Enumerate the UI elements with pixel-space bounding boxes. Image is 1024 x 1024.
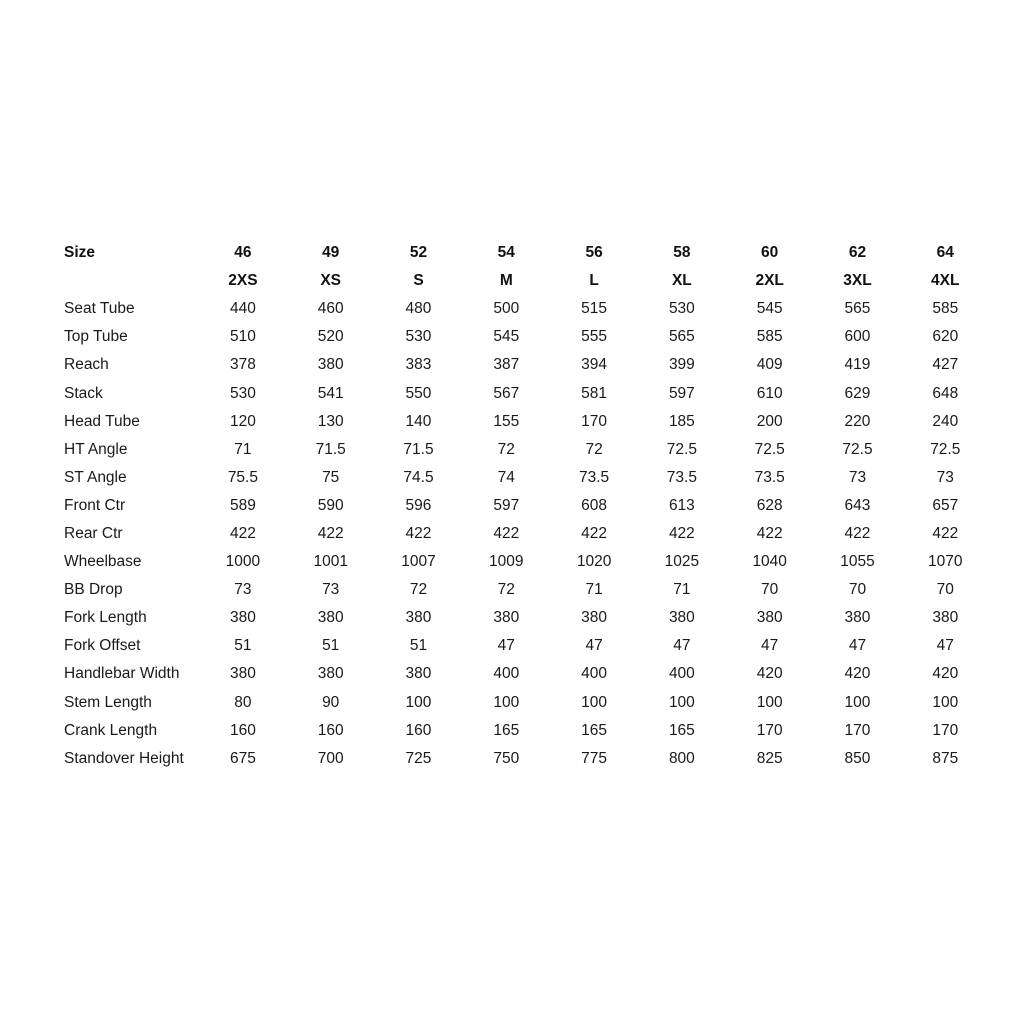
table-cell: 70 bbox=[936, 581, 954, 599]
table-cell: 520 bbox=[317, 328, 344, 346]
row-label: ST Angle bbox=[64, 468, 127, 486]
table-cell: 589 bbox=[229, 496, 256, 514]
table-cell: 47 bbox=[497, 637, 515, 655]
table-cell: 775 bbox=[581, 749, 608, 767]
table-row bbox=[64, 351, 989, 379]
table-cell: 400 bbox=[581, 665, 608, 683]
table-cell: 170 bbox=[756, 721, 783, 739]
row-label: Reach bbox=[64, 356, 109, 374]
table-cell: 140 bbox=[405, 412, 432, 430]
table-cell: 71 bbox=[673, 581, 691, 599]
table-cell: 73 bbox=[936, 468, 954, 486]
table-cell: 75 bbox=[322, 468, 340, 486]
table-cell: 100 bbox=[932, 693, 959, 711]
table-cell: 100 bbox=[756, 693, 783, 711]
size-header-label bbox=[64, 267, 199, 295]
table-cell: 610 bbox=[756, 384, 783, 402]
geometry-table-body bbox=[64, 239, 989, 773]
table-cell: 71.5 bbox=[403, 440, 434, 458]
table-cell: 422 bbox=[668, 524, 695, 542]
size-number-row bbox=[64, 239, 989, 267]
table-cell: 460 bbox=[317, 300, 344, 318]
table-cell: 165 bbox=[493, 721, 520, 739]
table-cell: 165 bbox=[581, 721, 608, 739]
table-cell: 657 bbox=[932, 496, 959, 514]
table-cell: 120 bbox=[229, 412, 256, 430]
table-cell: 725 bbox=[405, 749, 432, 767]
table-cell: 545 bbox=[756, 300, 783, 318]
size-header-cell: 52 bbox=[409, 244, 428, 262]
table-cell: 500 bbox=[493, 300, 520, 318]
table-cell: 72.5 bbox=[842, 440, 873, 458]
table-row bbox=[64, 323, 989, 351]
size-header-cell: 54 bbox=[497, 244, 515, 262]
table-row bbox=[64, 576, 989, 604]
table-cell: 73 bbox=[234, 581, 252, 599]
table-cell: 170 bbox=[844, 721, 871, 739]
table-cell: 597 bbox=[493, 496, 520, 514]
table-cell: 71.5 bbox=[315, 440, 346, 458]
table-cell: 160 bbox=[229, 721, 256, 739]
table-cell: 47 bbox=[761, 637, 779, 655]
table-cell: 387 bbox=[493, 356, 520, 374]
table-cell: 440 bbox=[229, 300, 256, 318]
table-cell: 240 bbox=[932, 412, 959, 430]
row-label: Crank Length bbox=[64, 721, 158, 739]
size-header-cell: 49 bbox=[322, 244, 340, 262]
row-label: Stem Length bbox=[64, 693, 152, 711]
table-cell: 1055 bbox=[840, 553, 875, 571]
table-cell: 51 bbox=[234, 637, 252, 655]
table-cell: 427 bbox=[932, 356, 959, 374]
table-cell: 825 bbox=[756, 749, 783, 767]
table-cell: 380 bbox=[317, 356, 344, 374]
size-header-cell: 2XS bbox=[228, 272, 258, 290]
table-row bbox=[64, 604, 989, 632]
table-cell: 383 bbox=[405, 356, 432, 374]
table-cell: 545 bbox=[493, 328, 520, 346]
table-cell: 565 bbox=[844, 300, 871, 318]
table-cell: 422 bbox=[317, 524, 344, 542]
row-label: Fork Length bbox=[64, 609, 147, 627]
table-cell: 220 bbox=[844, 412, 871, 430]
table-cell: 47 bbox=[673, 637, 691, 655]
size-header-cell: 46 bbox=[234, 244, 252, 262]
table-cell: 400 bbox=[668, 665, 695, 683]
table-cell: 73.5 bbox=[666, 468, 697, 486]
table-cell: 1007 bbox=[401, 553, 436, 571]
table-cell: 850 bbox=[844, 749, 871, 767]
table-cell: 380 bbox=[405, 665, 432, 683]
table-cell: 1000 bbox=[225, 553, 261, 571]
table-row bbox=[64, 745, 989, 773]
table-cell: 380 bbox=[229, 665, 256, 683]
table-cell: 70 bbox=[848, 581, 867, 599]
size-header-cell: 58 bbox=[673, 244, 691, 262]
table-cell: 73 bbox=[848, 468, 867, 486]
table-cell: 80 bbox=[234, 693, 252, 711]
row-label: BB Drop bbox=[64, 581, 123, 599]
table-cell: 160 bbox=[405, 721, 432, 739]
table-row bbox=[64, 436, 989, 464]
table-cell: 643 bbox=[844, 496, 871, 514]
table-cell: 51 bbox=[322, 637, 340, 655]
size-header-label: Size bbox=[64, 244, 96, 262]
table-row bbox=[64, 689, 989, 717]
size-header-cell: XS bbox=[320, 272, 342, 290]
table-cell: 380 bbox=[756, 609, 783, 627]
table-cell: 73 bbox=[322, 581, 340, 599]
table-row bbox=[64, 379, 989, 407]
table-cell: 875 bbox=[932, 749, 959, 767]
table-cell: 1001 bbox=[313, 553, 348, 571]
table-cell: 422 bbox=[581, 524, 608, 542]
row-label: Top Tube bbox=[64, 328, 128, 346]
table-cell: 75.5 bbox=[227, 468, 258, 486]
table-cell: 550 bbox=[405, 384, 432, 402]
size-header-cell: XL bbox=[671, 272, 692, 290]
table-cell: 420 bbox=[756, 665, 783, 683]
table-cell: 530 bbox=[405, 328, 432, 346]
table-cell: 155 bbox=[493, 412, 520, 430]
table-cell: 72.5 bbox=[666, 440, 697, 458]
table-cell: 422 bbox=[932, 524, 959, 542]
table-cell: 100 bbox=[668, 693, 695, 711]
table-cell: 700 bbox=[317, 749, 344, 767]
table-cell: 73.5 bbox=[754, 468, 785, 486]
table-cell: 585 bbox=[756, 328, 783, 346]
table-cell: 422 bbox=[756, 524, 783, 542]
size-header-cell: L bbox=[589, 272, 599, 290]
table-cell: 51 bbox=[409, 637, 428, 655]
row-label: Head Tube bbox=[64, 412, 140, 430]
table-cell: 555 bbox=[581, 328, 608, 346]
row-label: Front Ctr bbox=[64, 496, 126, 514]
table-cell: 480 bbox=[405, 300, 432, 318]
row-label: HT Angle bbox=[64, 440, 128, 458]
row-label: Rear Ctr bbox=[64, 524, 123, 542]
table-cell: 130 bbox=[317, 412, 344, 430]
table-cell: 70 bbox=[761, 581, 779, 599]
size-header-cell: 62 bbox=[848, 244, 867, 262]
row-label: Standover Height bbox=[64, 749, 184, 767]
table-cell: 510 bbox=[229, 328, 256, 346]
size-header-cell: 64 bbox=[936, 244, 954, 262]
table-cell: 380 bbox=[668, 609, 695, 627]
size-header-cell: 56 bbox=[585, 244, 603, 262]
table-cell: 165 bbox=[668, 721, 695, 739]
size-header-cell: 4XL bbox=[931, 272, 960, 290]
size-header-cell: S bbox=[413, 272, 424, 290]
table-cell: 620 bbox=[932, 328, 959, 346]
table-cell: 1070 bbox=[928, 553, 963, 571]
table-cell: 71 bbox=[585, 581, 603, 599]
table-cell: 585 bbox=[932, 300, 959, 318]
table-cell: 160 bbox=[317, 721, 344, 739]
table-cell: 629 bbox=[844, 384, 871, 402]
table-cell: 72 bbox=[497, 581, 515, 599]
table-row bbox=[64, 408, 989, 436]
table-cell: 185 bbox=[668, 412, 695, 430]
table-cell: 73.5 bbox=[579, 468, 610, 486]
table-cell: 750 bbox=[493, 749, 520, 767]
table-cell: 380 bbox=[493, 609, 520, 627]
table-cell: 567 bbox=[493, 384, 520, 402]
table-cell: 1009 bbox=[489, 553, 524, 571]
table-cell: 590 bbox=[317, 496, 344, 514]
table-cell: 380 bbox=[844, 609, 871, 627]
table-cell: 170 bbox=[932, 721, 959, 739]
table-cell: 100 bbox=[405, 693, 432, 711]
table-cell: 380 bbox=[317, 609, 344, 627]
table-cell: 394 bbox=[581, 356, 608, 374]
table-cell: 380 bbox=[932, 609, 959, 627]
table-row bbox=[64, 717, 989, 745]
table-cell: 541 bbox=[317, 384, 344, 402]
table-cell: 378 bbox=[229, 356, 256, 374]
table-cell: 1040 bbox=[752, 553, 787, 571]
table-cell: 72 bbox=[409, 581, 428, 599]
size-header-cell: 60 bbox=[761, 244, 779, 262]
table-row bbox=[64, 464, 989, 492]
table-row bbox=[64, 632, 989, 660]
table-cell: 422 bbox=[844, 524, 871, 542]
table-cell: 399 bbox=[668, 356, 695, 374]
table-cell: 47 bbox=[585, 637, 603, 655]
table-cell: 648 bbox=[932, 384, 959, 402]
table-cell: 409 bbox=[756, 356, 783, 374]
row-label: Seat Tube bbox=[64, 300, 135, 318]
geometry-table bbox=[64, 239, 989, 773]
table-row bbox=[64, 520, 989, 548]
size-letter-row bbox=[64, 267, 989, 295]
table-cell: 600 bbox=[844, 328, 871, 346]
table-cell: 100 bbox=[844, 693, 871, 711]
table-cell: 47 bbox=[848, 637, 867, 655]
row-label: Stack bbox=[64, 384, 103, 402]
table-cell: 420 bbox=[932, 665, 959, 683]
size-header-cell: 3XL bbox=[843, 272, 872, 290]
table-cell: 1020 bbox=[576, 553, 612, 571]
table-cell: 380 bbox=[317, 665, 344, 683]
table-cell: 628 bbox=[756, 496, 783, 514]
table-cell: 170 bbox=[581, 412, 608, 430]
table-cell: 613 bbox=[668, 496, 695, 514]
table-cell: 400 bbox=[493, 665, 520, 683]
table-cell: 72 bbox=[585, 440, 603, 458]
table-cell: 422 bbox=[493, 524, 520, 542]
table-cell: 72.5 bbox=[930, 440, 961, 458]
table-cell: 800 bbox=[668, 749, 695, 767]
table-cell: 72 bbox=[497, 440, 515, 458]
table-cell: 515 bbox=[581, 300, 608, 318]
row-label: Handlebar Width bbox=[64, 665, 180, 683]
table-cell: 420 bbox=[844, 665, 871, 683]
table-cell: 422 bbox=[405, 524, 432, 542]
table-cell: 597 bbox=[668, 384, 695, 402]
row-label: Wheelbase bbox=[64, 553, 142, 571]
table-cell: 608 bbox=[581, 496, 608, 514]
row-label: Fork Offset bbox=[64, 637, 141, 655]
table-cell: 100 bbox=[581, 693, 608, 711]
table-cell: 380 bbox=[581, 609, 608, 627]
size-header-cell: M bbox=[499, 272, 513, 290]
table-cell: 100 bbox=[493, 693, 520, 711]
table-row bbox=[64, 295, 989, 323]
table-cell: 74 bbox=[497, 468, 515, 486]
table-cell: 565 bbox=[668, 328, 695, 346]
table-cell: 74.5 bbox=[403, 468, 434, 486]
table-cell: 675 bbox=[229, 749, 256, 767]
table-cell: 1025 bbox=[664, 553, 700, 571]
table-cell: 200 bbox=[756, 412, 783, 430]
table-cell: 380 bbox=[229, 609, 256, 627]
table-cell: 71 bbox=[234, 440, 252, 458]
table-cell: 90 bbox=[322, 693, 340, 711]
table-cell: 72.5 bbox=[754, 440, 785, 458]
table-row bbox=[64, 492, 989, 520]
table-cell: 47 bbox=[936, 637, 954, 655]
table-cell: 530 bbox=[668, 300, 695, 318]
table-cell: 380 bbox=[405, 609, 432, 627]
size-header-cell: 2XL bbox=[755, 272, 784, 290]
table-row bbox=[64, 660, 989, 688]
table-cell: 596 bbox=[405, 496, 432, 514]
table-cell: 581 bbox=[581, 384, 608, 402]
table-cell: 530 bbox=[229, 384, 256, 402]
table-cell: 419 bbox=[844, 356, 871, 374]
table-row bbox=[64, 548, 989, 576]
table-cell: 422 bbox=[229, 524, 256, 542]
